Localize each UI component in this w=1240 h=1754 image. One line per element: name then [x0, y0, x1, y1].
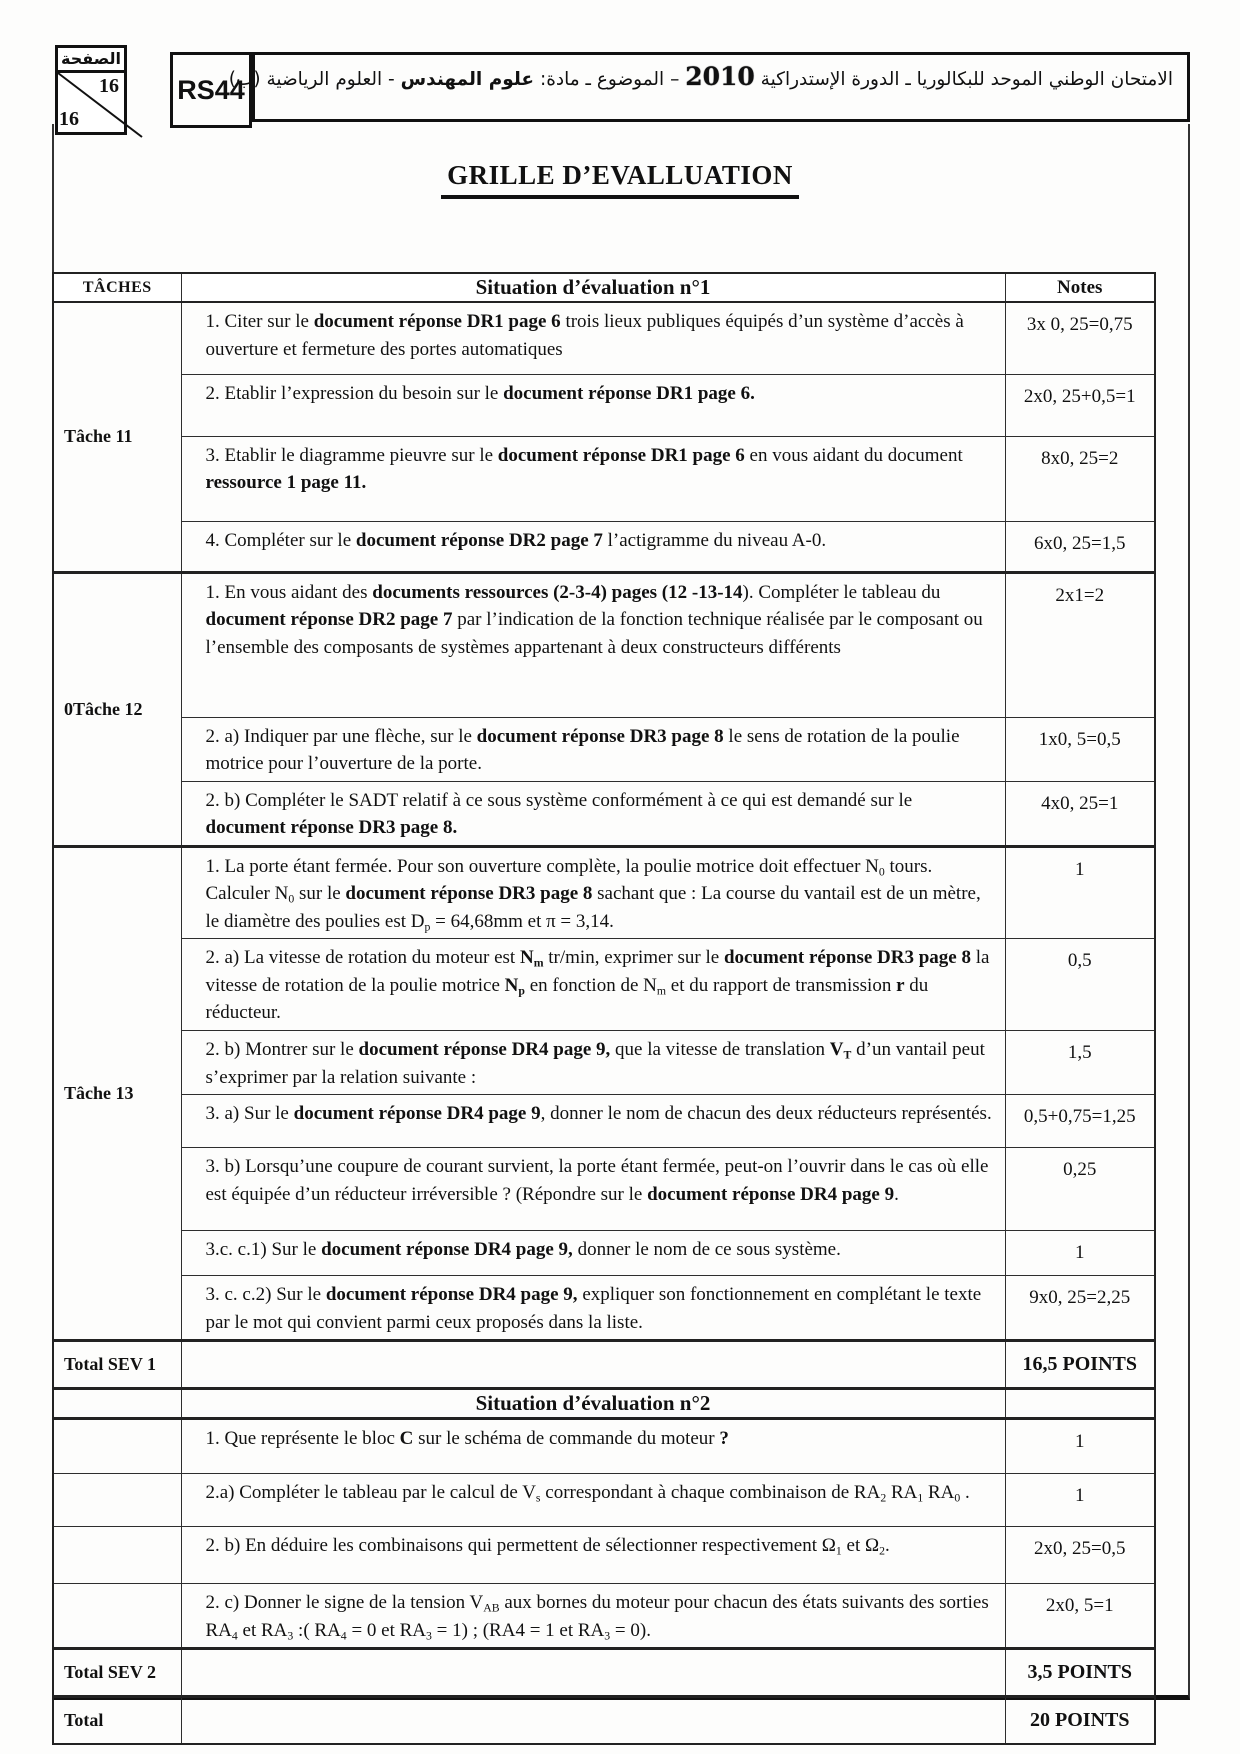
document-title: GRILLE D’EVALLUATION — [0, 160, 1240, 199]
table-row — [53, 436, 1155, 521]
note-cell: 2x0, 25+0,5=1 — [1005, 374, 1155, 436]
question-cell: 4. Compléter sur le document réponse DR2 page 7 l’actigramme du niveau A-0. — [181, 521, 1005, 572]
total-sev1-row — [53, 1341, 1155, 1389]
question-cell: 1. En vous aidant des documents ressources (2-3-4) pages (12 -13-14). Compléter le tableau du document réponse DR2 page 7 par l’indication de la fonction technique réalisée par le composant ou l’ensemble des composants de systèmes appartenant à deux constructeurs différents — [181, 572, 1005, 717]
note-cell: 0,5+0,75=1,25 — [1005, 1095, 1155, 1148]
note-cell: 0,25 — [1005, 1148, 1155, 1231]
note-cell-total-sev2: 3,5 POINTS — [1005, 1649, 1155, 1697]
note-cell: 3x 0, 25=0,75 — [1005, 302, 1155, 374]
table-row — [53, 374, 1155, 436]
question-cell: 3. a) Sur le document réponse DR4 page 9, donner le nom de chacun des deux réducteurs représentés. — [181, 1095, 1005, 1148]
task-cell-tache-13: Tâche 13 — [53, 846, 181, 1340]
table-row — [53, 302, 1155, 374]
question-cell: 2. Etablir l’expression du besoin sur le document réponse DR1 page 6. — [181, 374, 1005, 436]
table-row — [53, 846, 1155, 939]
exam-header-pre: الامتحان الوطني الموحد للبكالوريا ـ الدورة الإستدراكية — [754, 69, 1173, 90]
task-cell-total-sev2: Total SEV 2 — [53, 1649, 181, 1697]
question-cell: 2. a) La vitesse de rotation du moteur est Nm tr/min, exprimer sur le document réponse DR3 page 8 la vitesse de rotation de la poulie motrice Np en fonction de Nm et du rapport de transmission r du réducteur. — [181, 939, 1005, 1031]
question-cell: 2. b) Montrer sur le document réponse DR4 page 9, que la vitesse de translation VT d’un vantail peut s’exprimer par la relation suivante : — [181, 1030, 1005, 1094]
table-row — [53, 1148, 1155, 1231]
note-cell: 8x0, 25=2 — [1005, 436, 1155, 521]
exam-header-mid: – الموضوع ـ مادة: — [534, 69, 686, 90]
note-cell-grand-total: 20 POINTS — [1005, 1697, 1155, 1744]
task-cell-tache-12: 0Tâche 12 — [53, 572, 181, 846]
note-cell: 1,5 — [1005, 1030, 1155, 1094]
question-cell-empty — [181, 1649, 1005, 1697]
question-cell: 3. Etablir le diagramme pieuvre sur le document réponse DR1 page 6 en vous aidant du document ressource 1 page 11. — [181, 436, 1005, 521]
sev2-section-title: Situation d’évaluation n°2 — [181, 1389, 1005, 1419]
question-cell: 1. Citer sur le document réponse DR1 page 6 trois lieux publiques équipés d’un système d’accès à ouverture et fermeture des portes automatiques — [181, 302, 1005, 374]
exam-header-post: - العلوم الرياضية (ب) — [228, 69, 401, 90]
table-row — [53, 1095, 1155, 1148]
task-cell-tache-11: Tâche 11 — [53, 302, 181, 572]
page-number-body — [58, 73, 124, 129]
note-cell: 1 — [1005, 1419, 1155, 1474]
column-header-notes: Notes — [1005, 273, 1155, 302]
task-cell-empty — [53, 1474, 181, 1527]
question-cell-empty — [181, 1341, 1005, 1389]
table-row — [53, 1231, 1155, 1276]
task-cell-empty — [53, 1389, 181, 1419]
column-header-situation-1: Situation d’évaluation n°1 — [181, 273, 1005, 302]
task-cell-empty — [53, 1527, 181, 1584]
note-cell: 1x0, 5=0,5 — [1005, 717, 1155, 781]
question-cell-empty — [181, 1697, 1005, 1744]
exam-header-box — [228, 52, 1190, 122]
question-cell: 1. La porte étant fermée. Pour son ouverture complète, la poulie motrice doit effectuer N0 tours. Calculer N0 sur le document réponse DR3 page 8 sachant que : La course du vantail est de un mètre, le diamètre des poulies est Dp = 64,68mm et π = 3,14. — [181, 846, 1005, 939]
note-cell: 9x0, 25=2,25 — [1005, 1276, 1155, 1341]
table-row — [53, 572, 1155, 717]
note-cell: 2x0, 5=1 — [1005, 1584, 1155, 1649]
question-cell: 2. c) Donner le signe de la tension VAB aux bornes du moteur pour chacun des états suivants des sorties RA4 et RA3 :( RA4 = 0 et RA3 = 1) ; (RA4 = 1 et RA3 = 0). — [181, 1584, 1005, 1649]
table-row — [53, 1419, 1155, 1474]
exam-subject: علوم المهندس — [400, 69, 535, 90]
page-number-top: 16 — [99, 75, 119, 97]
question-cell: 2. b) En déduire les combinaisons qui permettent de sélectionner respectivement Ω1 et Ω2. — [181, 1527, 1005, 1584]
question-cell: 2.a) Compléter le tableau par le calcul de Vs correspondant à chaque combinaison de RA2 RA1 RA0 . — [181, 1474, 1005, 1527]
table-row — [53, 1474, 1155, 1527]
table-row — [53, 939, 1155, 1031]
grand-total-row — [53, 1697, 1155, 1744]
note-cell: 6x0, 25=1,5 — [1005, 521, 1155, 572]
note-cell: 4x0, 25=1 — [1005, 781, 1155, 846]
note-cell-total-sev1: 16,5 POINTS — [1005, 1341, 1155, 1389]
note-cell-empty — [1005, 1389, 1155, 1419]
total-sev2-row — [53, 1649, 1155, 1697]
task-cell-empty — [53, 1584, 181, 1649]
note-cell: 2x0, 25=0,5 — [1005, 1527, 1155, 1584]
table-row — [53, 1276, 1155, 1341]
note-cell: 1 — [1005, 846, 1155, 939]
task-cell-empty — [53, 1419, 181, 1474]
page-number-bottom: 16 — [59, 108, 79, 130]
table-row — [53, 1527, 1155, 1584]
question-cell: 2. a) Indiquer par une flèche, sur le document réponse DR3 page 8 le sens de rotation de la poulie motrice pour l’ouverture de la porte. — [181, 717, 1005, 781]
table-row — [53, 781, 1155, 846]
evaluation-table — [52, 272, 1156, 1745]
page-number-box — [55, 45, 127, 135]
exam-year: 2010 — [685, 62, 755, 91]
table-row — [53, 1030, 1155, 1094]
question-cell: 1. Que représente le bloc C sur le schéma de commande du moteur ? — [181, 1419, 1005, 1474]
exam-code-box: RS44 — [170, 52, 252, 128]
note-cell: 1 — [1005, 1231, 1155, 1276]
task-cell-grand-total: Total — [53, 1697, 181, 1744]
sev2-section-header-row — [53, 1389, 1155, 1419]
question-cell: 3.c. c.1) Sur le document réponse DR4 page 9, donner le nom de ce sous système. — [181, 1231, 1005, 1276]
column-header-tasks: TÂCHES — [53, 273, 181, 302]
table-header-row — [53, 273, 1155, 302]
page-box-label: الصفحة — [58, 48, 124, 73]
question-cell: 3. c. c.2) Sur le document réponse DR4 page 9, expliquer son fonctionnement en complétant le texte par le mot qui convient parmi ceux proposés dans la liste. — [181, 1276, 1005, 1341]
note-cell: 1 — [1005, 1474, 1155, 1527]
table-row — [53, 521, 1155, 572]
note-cell: 0,5 — [1005, 939, 1155, 1031]
question-cell: 3. b) Lorsqu’une coupure de courant survient, la porte étant fermée, peut-on l’ouvrir dans le cas où elle est équipée d’un réducteur irréversible ? (Répondre sur le document réponse DR4 page 9. — [181, 1148, 1005, 1231]
table-row — [53, 717, 1155, 781]
note-cell: 2x1=2 — [1005, 572, 1155, 717]
task-cell-total-sev1: Total SEV 1 — [53, 1341, 181, 1389]
table-row — [53, 1584, 1155, 1649]
question-cell: 2. b) Compléter le SADT relatif à ce sous système conformément à ce qui est demandé sur le document réponse DR3 page 8. — [181, 781, 1005, 846]
